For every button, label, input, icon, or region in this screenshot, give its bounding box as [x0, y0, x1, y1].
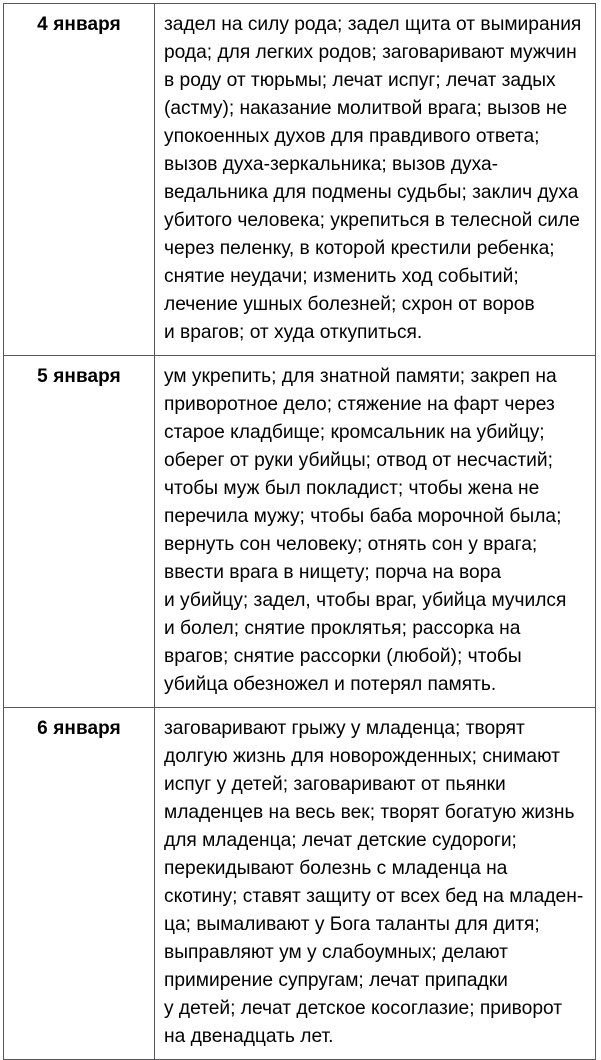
date-cell — [4, 708, 155, 1060]
description-text: задел на силу рода; задел щита от вымирания рода; для легких родов; заговаривают мужчин в роду от тюрьмы; лечат испуг; лечат задых (астму); наказание молитвой врага; вызов не упокоенных духов для правдивого ответа; вызов духа-зеркальника; вызов духа- ведальника для подмены судьбы; заклич духа убитого человека; укрепиться в телесной силе через пеленку, в которой крестили ребенка; снятие неудачи; изменить ход событий; лечение ушных болезней; схрон от воров и врагов; от худа откупиться. — [164, 14, 582, 343]
description-cell — [155, 4, 596, 356]
table-row — [4, 4, 596, 356]
date-cell — [4, 4, 155, 356]
table-row — [4, 708, 596, 1060]
date-label: 4 января — [37, 14, 121, 35]
date-cell — [4, 356, 155, 708]
description-cell — [155, 708, 596, 1060]
date-label: 6 января — [37, 718, 121, 739]
description-text: ум укрепить; для знатной памяти; закреп на приворотное дело; стяжение на фарт через старое кладбище; кромсальник на убийцу; оберег от руки убийцы; отвод от несчастий; чтобы муж был покладист; чтобы жена не перечила мужу; чтобы баба морочной была; вернуть сон человеку; отнять сон у врага; ввести врага в нищету; порча на вора и убийцу; задел, чтобы враг, убийца мучился и болел; снятие проклятья; рассорка на врагов; снятие рассорки (любой); чтобы убийца обезножел и потерял память. — [164, 366, 567, 695]
description-cell — [155, 356, 596, 708]
table-row — [4, 356, 596, 708]
date-label: 5 января — [37, 366, 121, 387]
table-body — [4, 4, 596, 1060]
calendar-table — [3, 3, 596, 1060]
description-text: заговаривают грыжу у младенца; творят долгую жизнь для новорожденных; снимают испуг у детей; заговаривают от пьянки младенцев на весь век; творят богатую жизнь для младенца; лечат детские судороги; перекидывают болезнь с младенца на скотину; ставят защиту от всех бед на младен- ца; вымаливают у Бога таланты для дитя; выправляют ум у слабоумных; делают примирение супругам; лечат припадки у детей; лечат детское косоглазие; приворот на двенадцать лет. — [164, 718, 584, 1047]
